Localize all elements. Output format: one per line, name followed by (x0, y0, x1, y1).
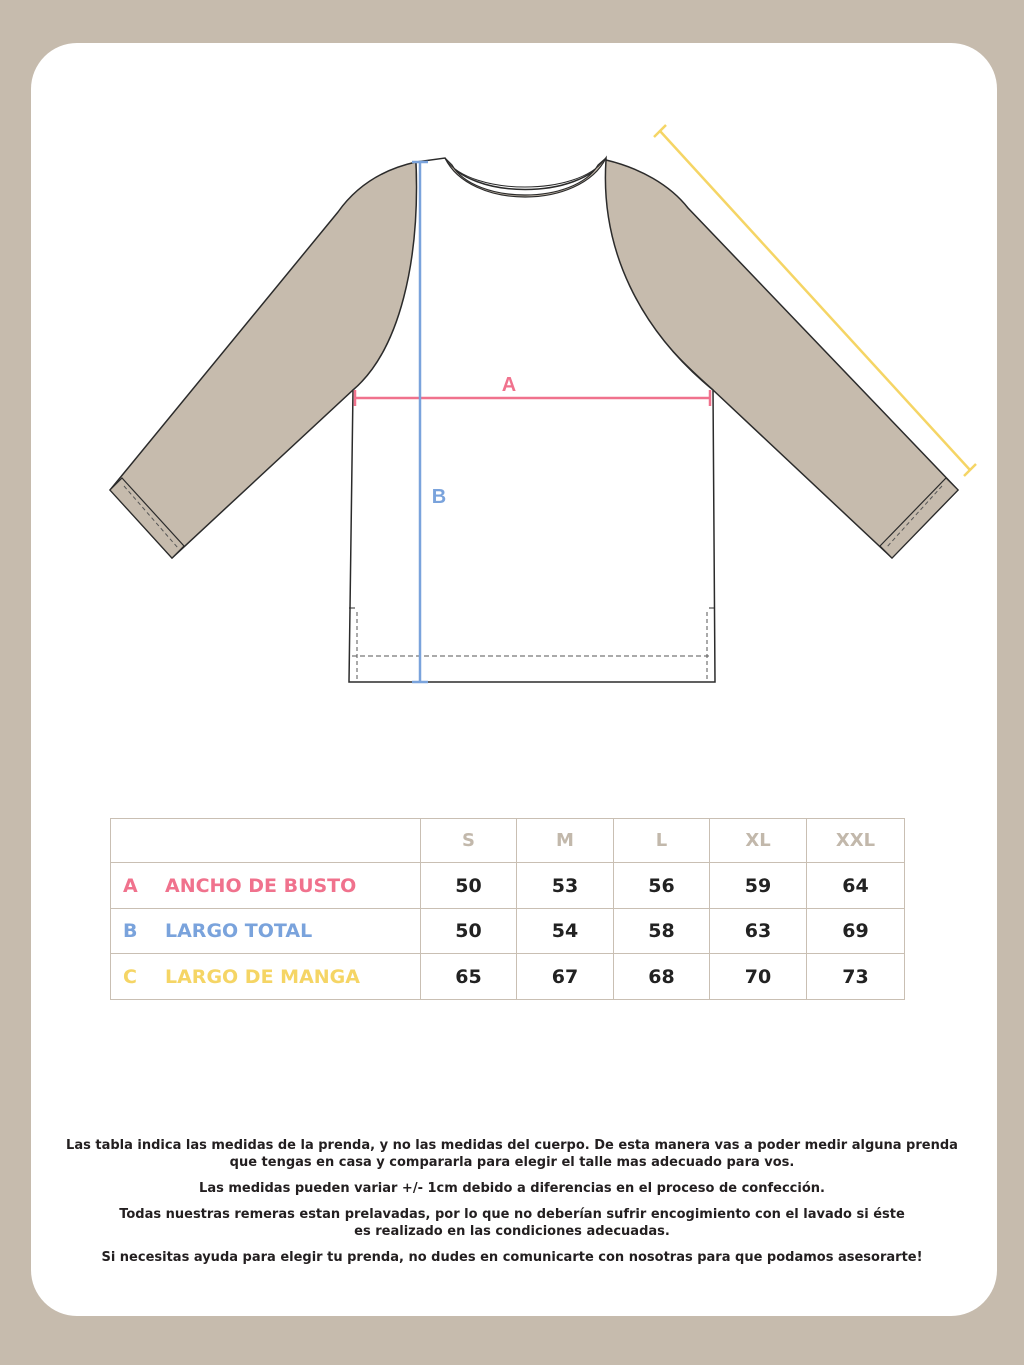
note-paragraph (40, 1206, 984, 1240)
measure-a-label: A (501, 374, 517, 396)
value-cell: 69 (807, 909, 905, 954)
notes (40, 1137, 984, 1275)
value-cell: 56 (614, 863, 710, 909)
note-paragraph: Si necesitas ayuda para elegir tu prenda, no dudes en comunicarte con nosotras para que podamos asesorarte! (101, 1250, 923, 1265)
size-header: M (517, 819, 614, 863)
measure-letter: B (123, 920, 138, 942)
note-line: que tengas en casa y compararla para elegir el talle mas adecuado para vos. (229, 1155, 795, 1170)
value-cell: 53 (517, 863, 614, 909)
value-cell: 64 (807, 863, 905, 909)
value-cell: 70 (710, 954, 807, 1000)
measure-letter: C (123, 965, 137, 988)
value-cell: 65 (421, 954, 517, 1000)
measure-label-cell (111, 909, 421, 954)
value-cell: 50 (421, 863, 517, 909)
value-cell: 50 (421, 909, 517, 954)
measure-name: LARGO DE MANGA (165, 965, 360, 988)
value-cell: 67 (517, 954, 614, 1000)
value-cell: 68 (614, 954, 710, 1000)
size-table (110, 818, 905, 1000)
note-paragraph: Las medidas pueden variar +/- 1cm debido a diferencias en el proceso de confección. (199, 1181, 825, 1196)
header-empty (111, 819, 421, 863)
table-row (111, 863, 905, 909)
measure-name: LARGO TOTAL (165, 920, 313, 942)
measure-label-cell (111, 954, 421, 1000)
size-header-row (111, 819, 905, 863)
value-cell: 63 (710, 909, 807, 954)
size-header: L (614, 819, 710, 863)
note-line: es realizado en las condiciones adecuadas. (354, 1224, 670, 1239)
note-line: Todas nuestras remeras estan prelavadas, por lo que no deberían sufrir encogimiento con el lavado si éste (119, 1207, 905, 1222)
value-cell: 73 (807, 954, 905, 1000)
measure-name: ANCHO DE BUSTO (165, 874, 357, 897)
note-paragraph (40, 1137, 984, 1171)
value-cell: 54 (517, 909, 614, 954)
measure-label-cell (111, 863, 421, 909)
size-header: XL (710, 819, 807, 863)
table-row (111, 954, 905, 1000)
size-header: S (421, 819, 517, 863)
measure-letter: A (123, 874, 138, 897)
value-cell: 58 (614, 909, 710, 954)
size-header: XXL (807, 819, 905, 863)
table-row (111, 909, 905, 954)
note-line: Las tabla indica las medidas de la prenda, y no las medidas del cuerpo. De esta manera vas a poder medir alguna prenda (66, 1138, 958, 1153)
value-cell: 59 (710, 863, 807, 909)
measure-b-label: B (431, 486, 447, 508)
